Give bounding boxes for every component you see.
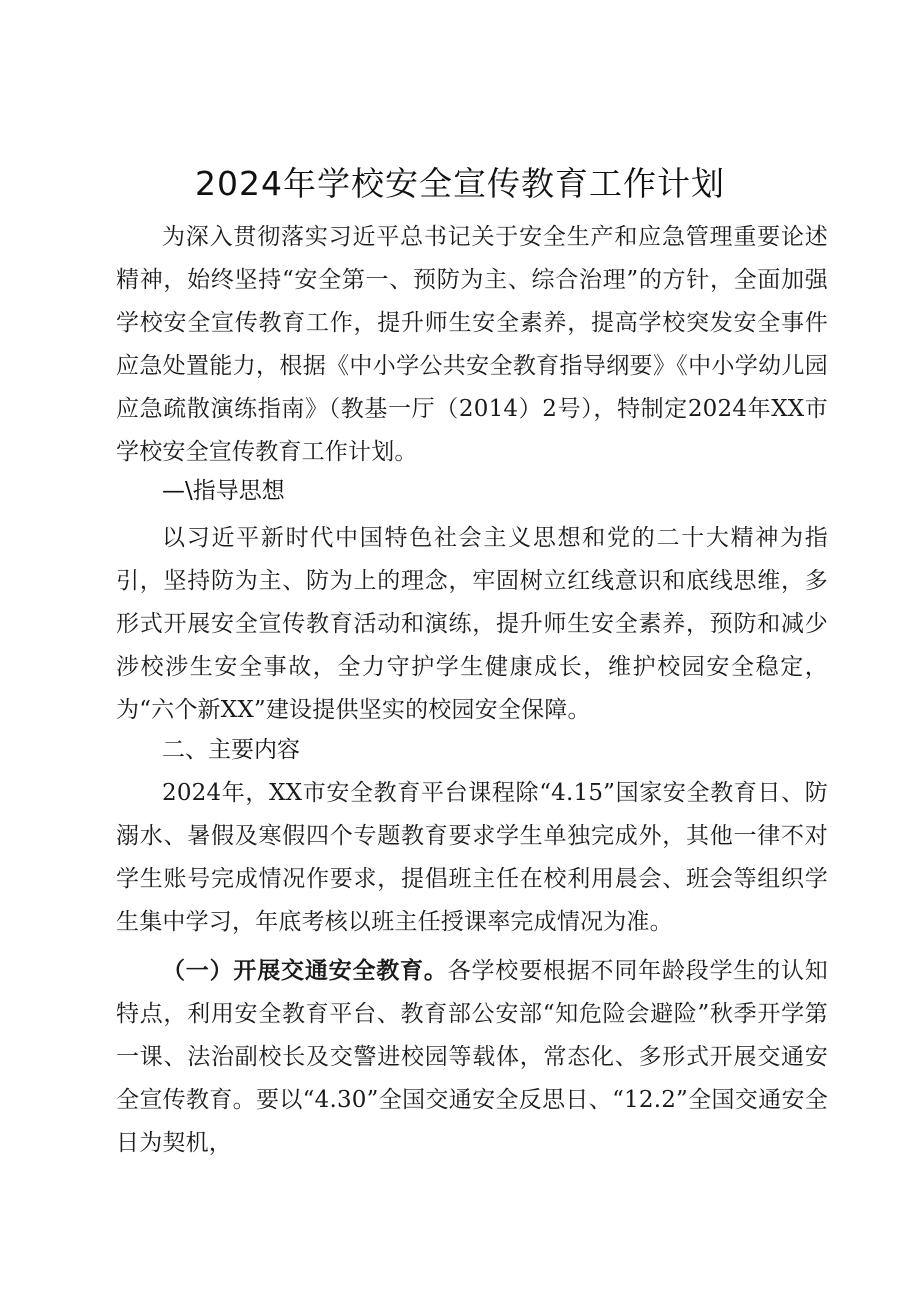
- main-content-paragraph: 2024年，XX市安全教育平台课程除“4.15”国家安全教育日、防溺水、暑假及寒假四个专题教育要求学生单独完成外，其他一律不对学生账号完成情况作要求，提倡班主任在校利用晨会、班会等组织学生集中学习，年底考核以班主任授课率完成情况为准。: [116, 780, 828, 935]
- document-title: 2024年学校安全宣传教育工作计划: [195, 164, 725, 203]
- section-heading-guiding-ideology: —\指导思想: [162, 478, 285, 504]
- traffic-safety-lead: （一）开展交通安全教育。: [162, 957, 448, 984]
- traffic-safety-paragraph: [116, 949, 828, 1165]
- intro-paragraph: 为深入贯彻落实习近平总书记关于安全生产和应急管理重要论述精神，始终坚持“安全第一、预防为主、综合治理”的方针，全面加强学校安全宣传教育工作，提升师生安全素养，提高学校突发安全事件应急处置能力，根据《中小学公共安全教育指导纲要》《中小学幼儿园应急疏散演练指南》（教基一厅（2014）2号），特制定2024年XX市学校安全宣传教育工作计划。: [116, 224, 828, 465]
- guiding-ideology-paragraph: 以习近平新时代中国特色社会主义思想和党的二十大精神为指引，坚持防为主、防为上的理念，牢固树立红线意识和底线思维，多形式开展安全宣传教育活动和演练，提升师生安全素养，预防和减少涉校涉生安全事故，全力守护学生健康成长，维护校园安全稳定，为“六个新XX”建设提供坚实的校园安全保障。: [116, 525, 828, 723]
- section-heading-main-content: 二、主要内容: [162, 737, 300, 763]
- traffic-safety-body: 各学校要根据不同年龄段学生的认知特点，利用安全教育平台、教育部公安部“知危险会避险”秋季开学第一课、法治副校长及交警进校园等载体，常态化、多形式开展交通安全宣传教育。要以“4.30”全国交通安全反思日、“12.2”全国交通安全日为契机，: [116, 958, 828, 1156]
